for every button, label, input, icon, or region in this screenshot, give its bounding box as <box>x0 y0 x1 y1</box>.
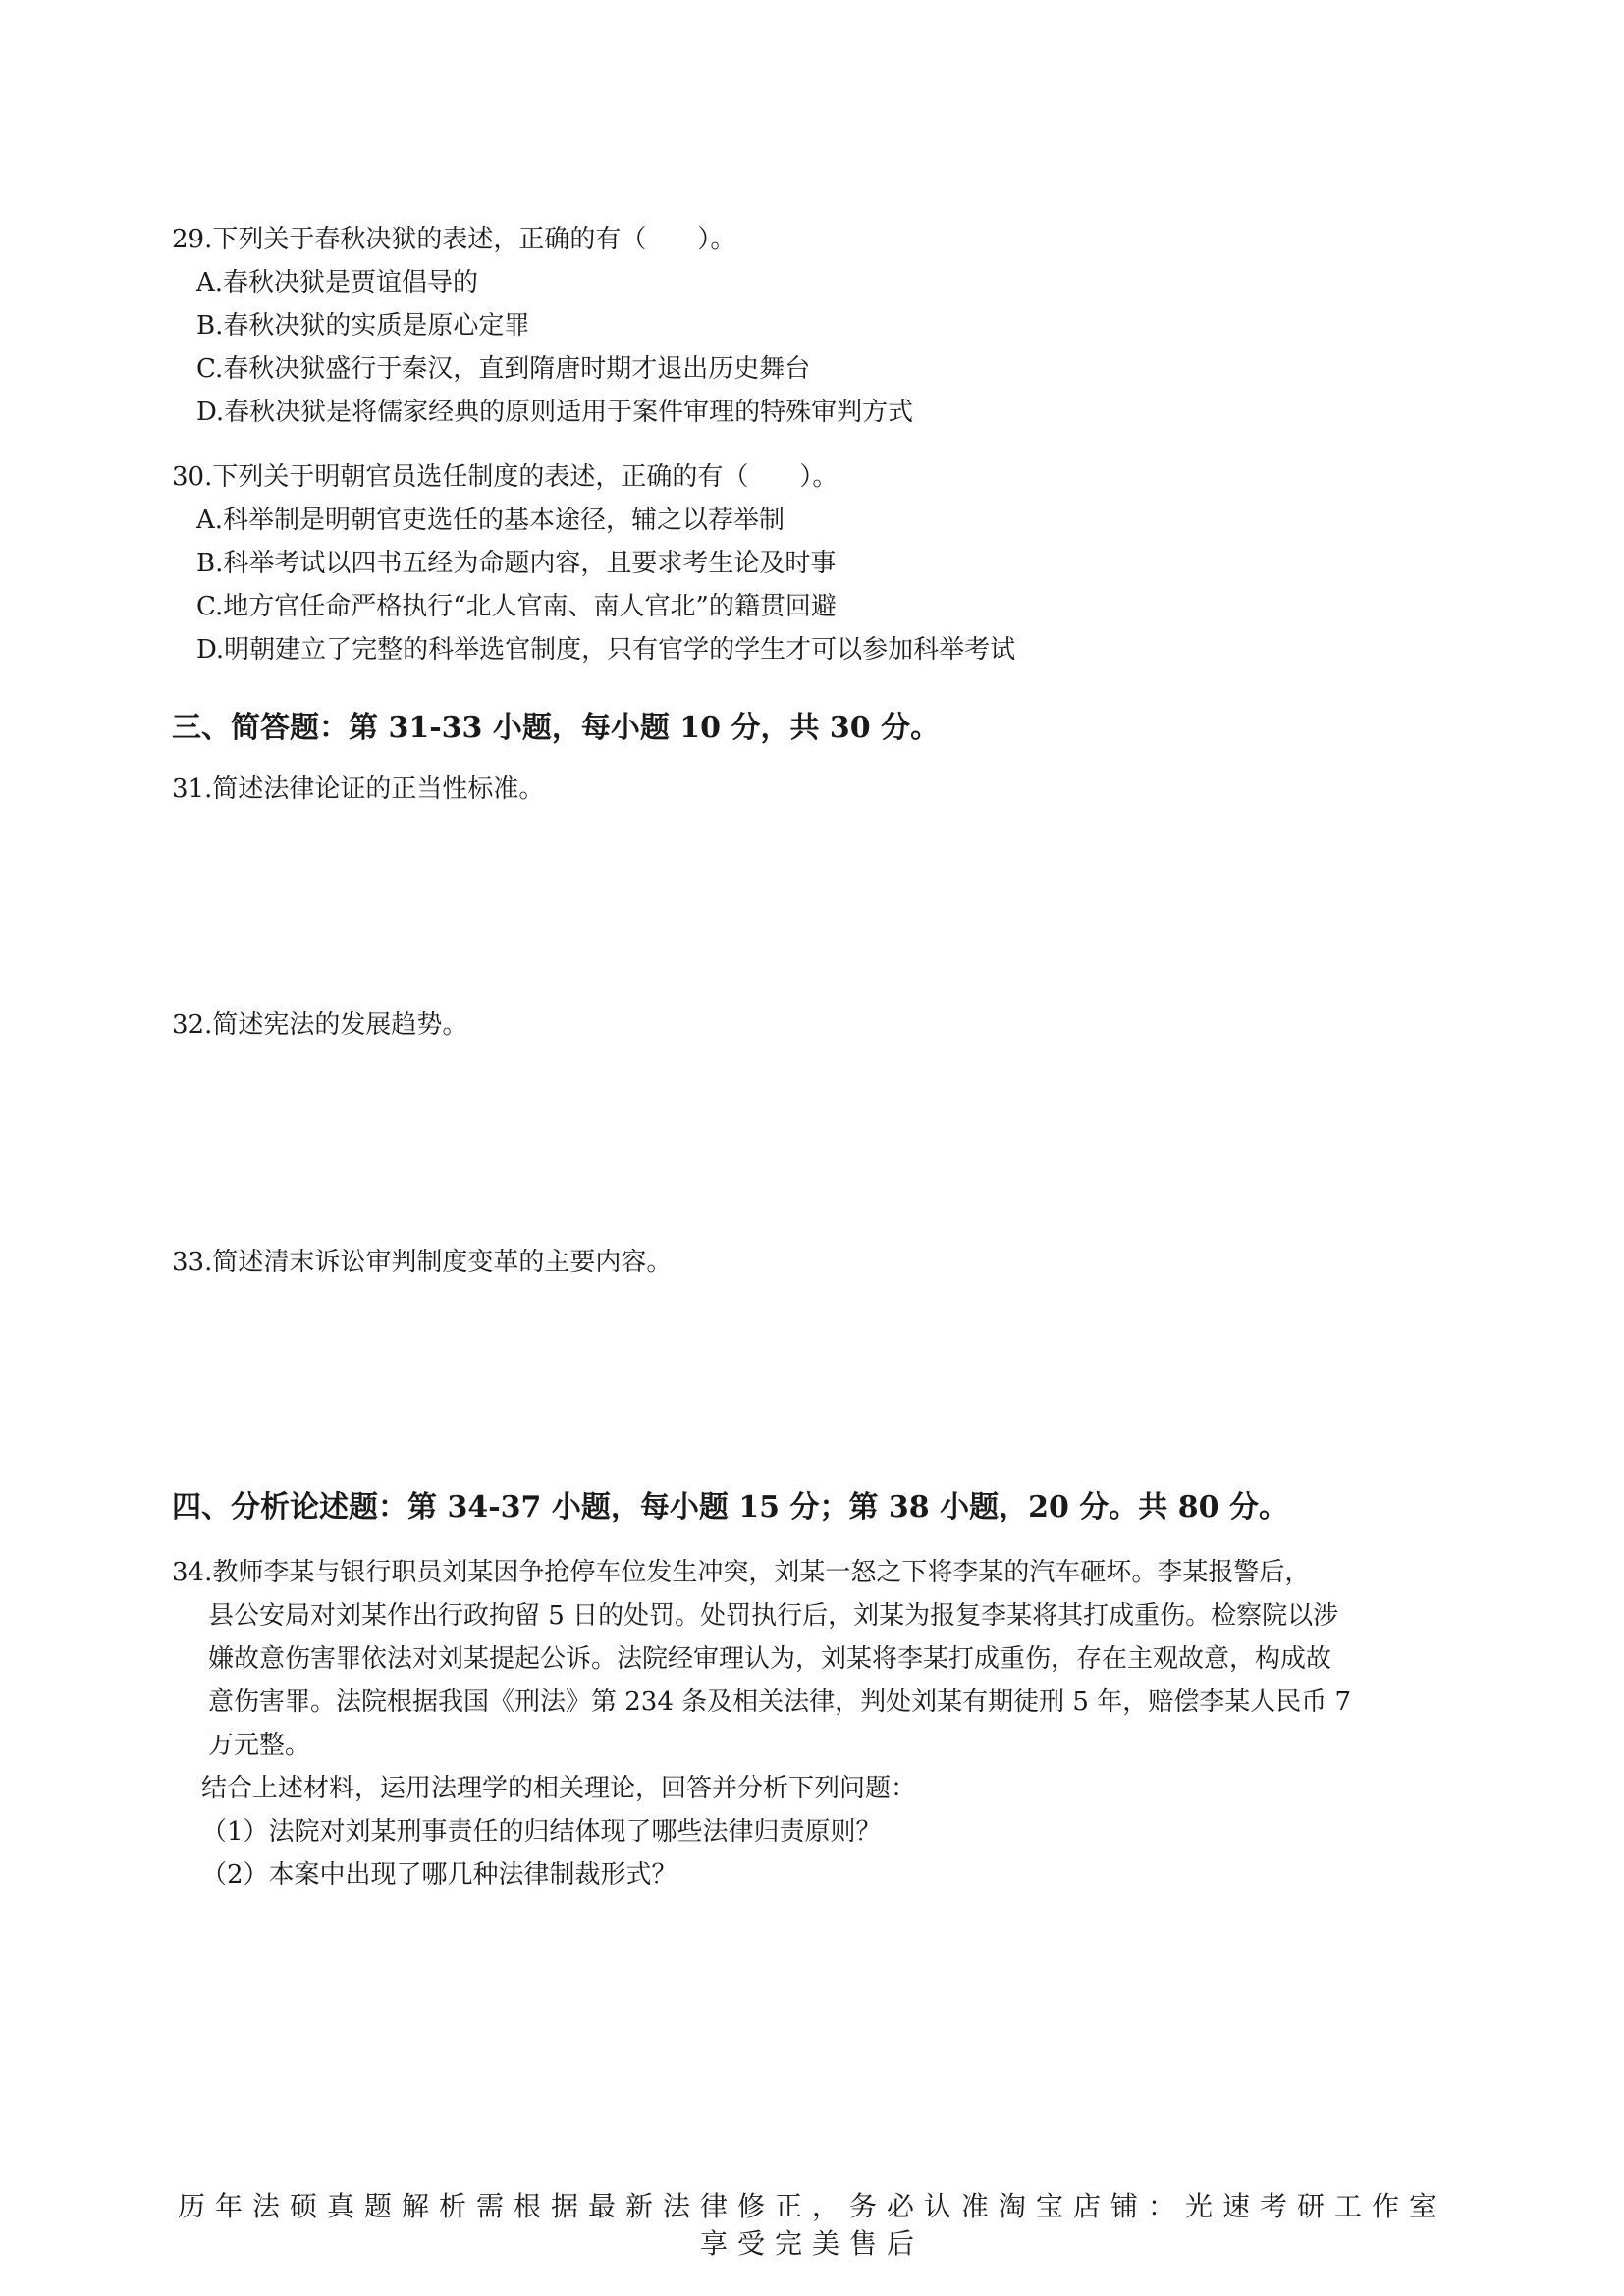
q34-sub-question-1: （1）法院对刘某刑事责任的归结体现了哪些法律归责原则？ <box>201 1817 882 1846</box>
q30-stem: 30.下列关于明朝官员选任制度的表述，正确的有（ ）。 <box>172 462 839 492</box>
q29-option-c: C.春秋决狱盛行于秦汉，直到隋唐时期才退出历史舞台 <box>196 354 811 384</box>
q29-option-a: A.春秋决狱是贾谊倡导的 <box>196 268 479 297</box>
q33-text: 33.简述清末诉讼审判制度变革的主要内容。 <box>172 1248 673 1277</box>
q34-line-3: 嫌故意伤害罪依法对刘某提起公诉。法院经审理认为，刘某将李某打成重伤，存在主观故意，构成故 <box>208 1644 1332 1674</box>
q34-instruction: 结合上述材料，运用法理学的相关理论，回答并分析下列问题： <box>201 1774 917 1803</box>
q34-sub-question-2: （2）本案中出现了哪几种法律制裁形式？ <box>201 1860 677 1890</box>
q31-text: 31.简述法律论证的正当性标准。 <box>172 774 545 804</box>
q30-option-c: C.地方官任命严格执行“北人官南、南人官北”的籍贯回避 <box>196 592 837 621</box>
section3-heading: 三、简答题：第 31-33 小题，每小题 10 分，共 30 分。 <box>172 711 941 745</box>
footer-notice: 历年法硕真题解析需根据最新法律修正，务必认准淘宝店铺：光速考研工作室 <box>177 2190 1446 2222</box>
q34-line-5: 万元整。 <box>208 1731 311 1760</box>
q30-option-a: A.科举制是明朝官吏选任的基本途径，辅之以荐举制 <box>196 506 785 535</box>
q29-option-d: D.春秋决狱是将儒家经典的原则适用于案件审理的特殊审判方式 <box>196 398 914 427</box>
section4-heading: 四、分析论述题：第 34-37 小题，每小题 15 分；第 38 小题，20 分。共 80 分。 <box>172 1490 1288 1524</box>
q32-text: 32.简述宪法的发展趋势。 <box>172 1010 468 1040</box>
q34-line-1: 34.教师李某与银行职员刘某因争抢停车位发生冲突，刘某一怒之下将李某的汽车砸坏。李某报警后， <box>172 1558 1311 1587</box>
q34-line-2: 县公安局对刘某作出行政拘留 5 日的处罚。处罚执行后，刘某为报复李某将其打成重伤。检察院以涉 <box>208 1601 1339 1630</box>
q34-line-4: 意伤害罪。法院根据我国《刑法》第 234 条及相关法律，判处刘某有期徒刑 5 年，赔偿李某人民币 7 <box>208 1687 1352 1717</box>
footer-subnotice: 享受完美售后 <box>699 2227 924 2260</box>
q29-option-b: B.春秋决狱的实质是原心定罪 <box>196 311 530 341</box>
q29-stem: 29.下列关于春秋决狱的表述，正确的有（ ）。 <box>172 225 736 254</box>
q30-option-d: D.明朝建立了完整的科举选官制度，只有官学的学生才可以参加科举考试 <box>196 635 1016 665</box>
q30-option-b: B.科举考试以四书五经为命题内容，且要求考生论及时事 <box>196 549 837 578</box>
